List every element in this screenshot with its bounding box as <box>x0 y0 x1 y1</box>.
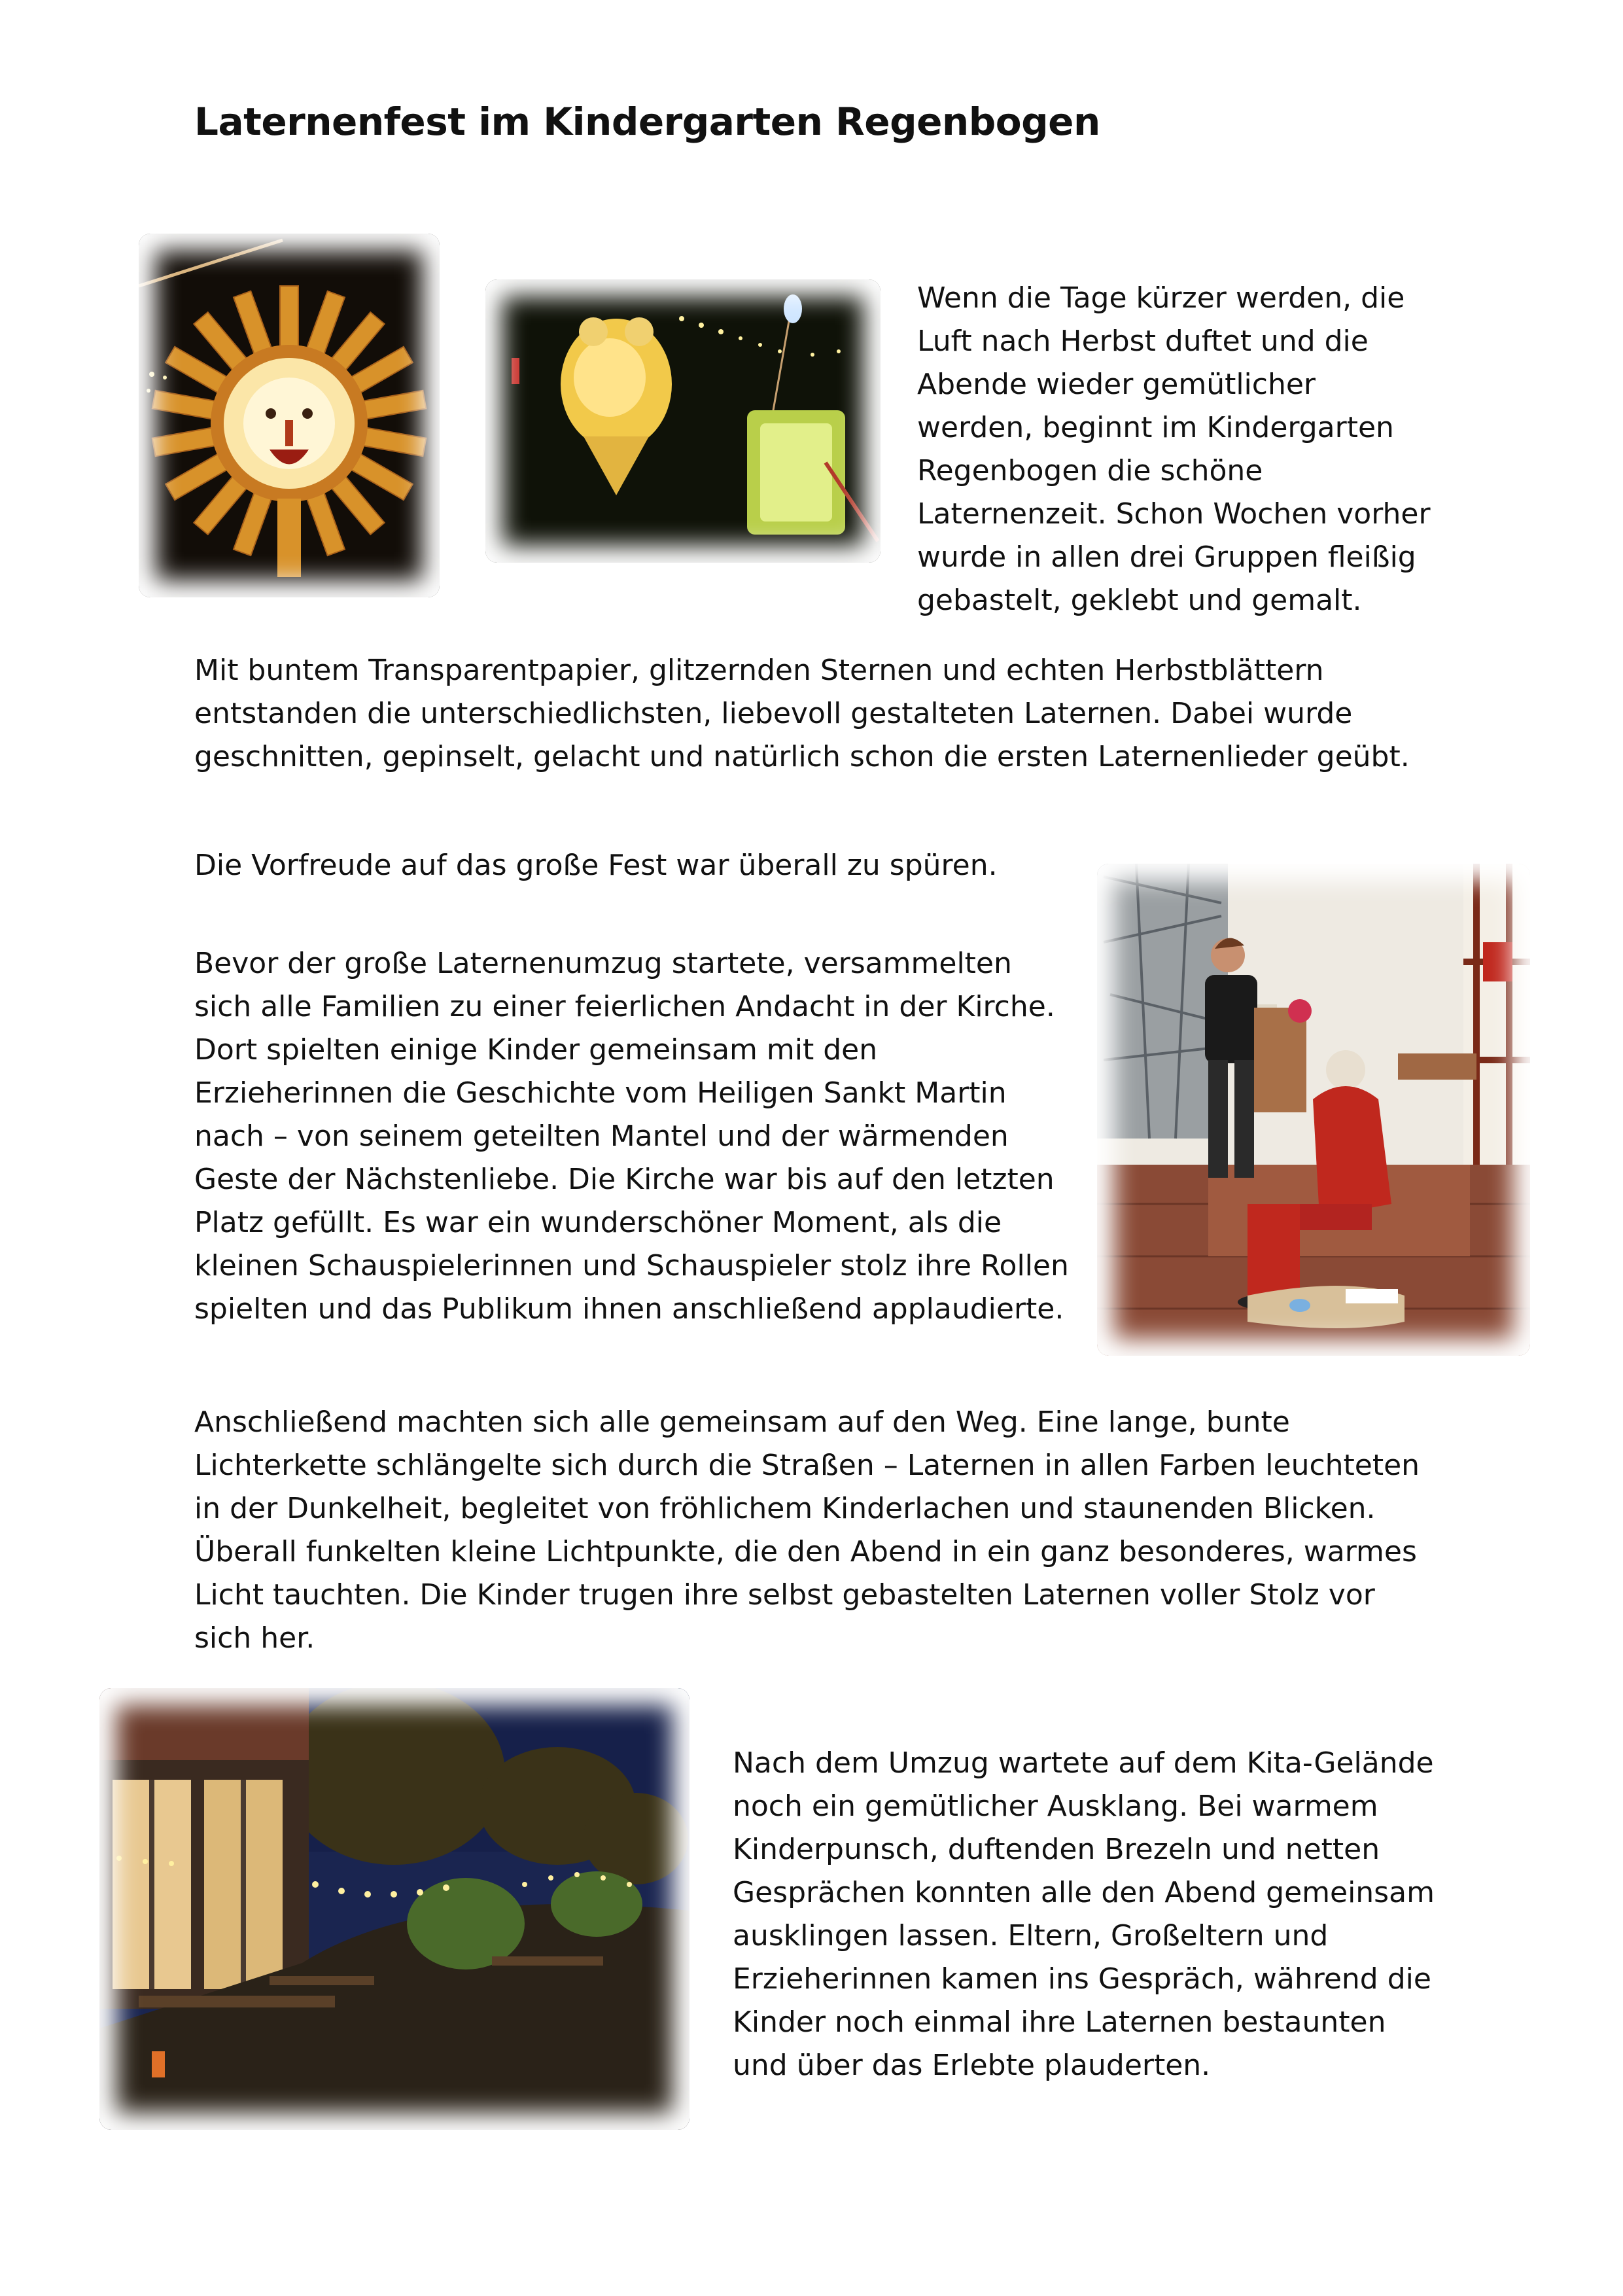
ending-paragraph: Nach dem Umzug wartete auf dem Kita-Gelände noch ein gemütlicher Ausklang. Bei warmem Kinderpunsch, duftenden Brezeln und netten Gesprächen konnten alle den Abend gemeinsam ausklingen lassen. Eltern, Großeltern und Erzieherinnen kamen ins Gespräch, während die Kinder noch einmal ihre Laternen bestaunten und über das Erlebte plauderten. <box>733 1746 1435 2082</box>
kita-evening-photo <box>99 1688 689 2130</box>
lion-lantern-photo <box>139 234 440 597</box>
night-lanterns-photo <box>485 279 881 563</box>
anticipation-paragraph: Die Vorfreude auf das große Fest war überall zu spüren. <box>194 849 998 882</box>
page-title: Laternenfest im Kindergarten Regenbogen <box>194 99 1100 144</box>
intro-paragraph: Wenn die Tage kürzer werden, die Luft nach Herbst duftet und die Abende wieder gemütlicher werden, beginnt im Kindergarten Regenbogen die schöne Laternenzeit. Schon Wochen vorher wurde in allen drei Gruppen fleißig gebastelt, geklebt und gemalt. <box>917 281 1431 617</box>
church-play-photo <box>1097 864 1530 1356</box>
parade-paragraph: Anschließend machten sich alle gemeinsam auf den Weg. Eine lange, bunte Lichterkette schlängelte sich durch die Straßen – Laternen in allen Farben leuchteten in der Dunkelheit, begleitet von fröhlichem Kinderlachen und staunenden Blicken. Überall funkelten kleine Lichtpunkte, die den Abend in ein ganz besonderes, warmes Licht tauchten. Die Kinder trugen ihre selbst gebastelten Laternen voller Stolz vor sich her. <box>194 1405 1420 1655</box>
church-paragraph: Bevor der große Laternenumzug startete, versammelten sich alle Familien zu einer feierlichen Andacht in der Kirche. Dort spielten einige Kinder gemeinsam mit den Erzieherinnen die Geschichte vom Heiligen Sankt Martin nach – von seinem geteilten Mantel und der wärmenden Geste der Nächstenliebe. Die Kirche war bis auf den letzten Platz gefüllt. Es war ein wunderschöner Moment, als die kleinen Schauspielerinnen und Schauspieler stolz ihre Rollen spielten und das Publikum ihnen anschließend applaudierte. <box>194 947 1069 1326</box>
crafting-paragraph: Mit buntem Transparentpapier, glitzernden Sternen und echten Herbstblättern entstanden die unterschiedlichsten, liebevoll gestalteten Laternen. Dabei wurde geschnitten, gepinselt, gelacht und natürlich schon die ersten Laternenlieder geübt. <box>194 654 1410 773</box>
